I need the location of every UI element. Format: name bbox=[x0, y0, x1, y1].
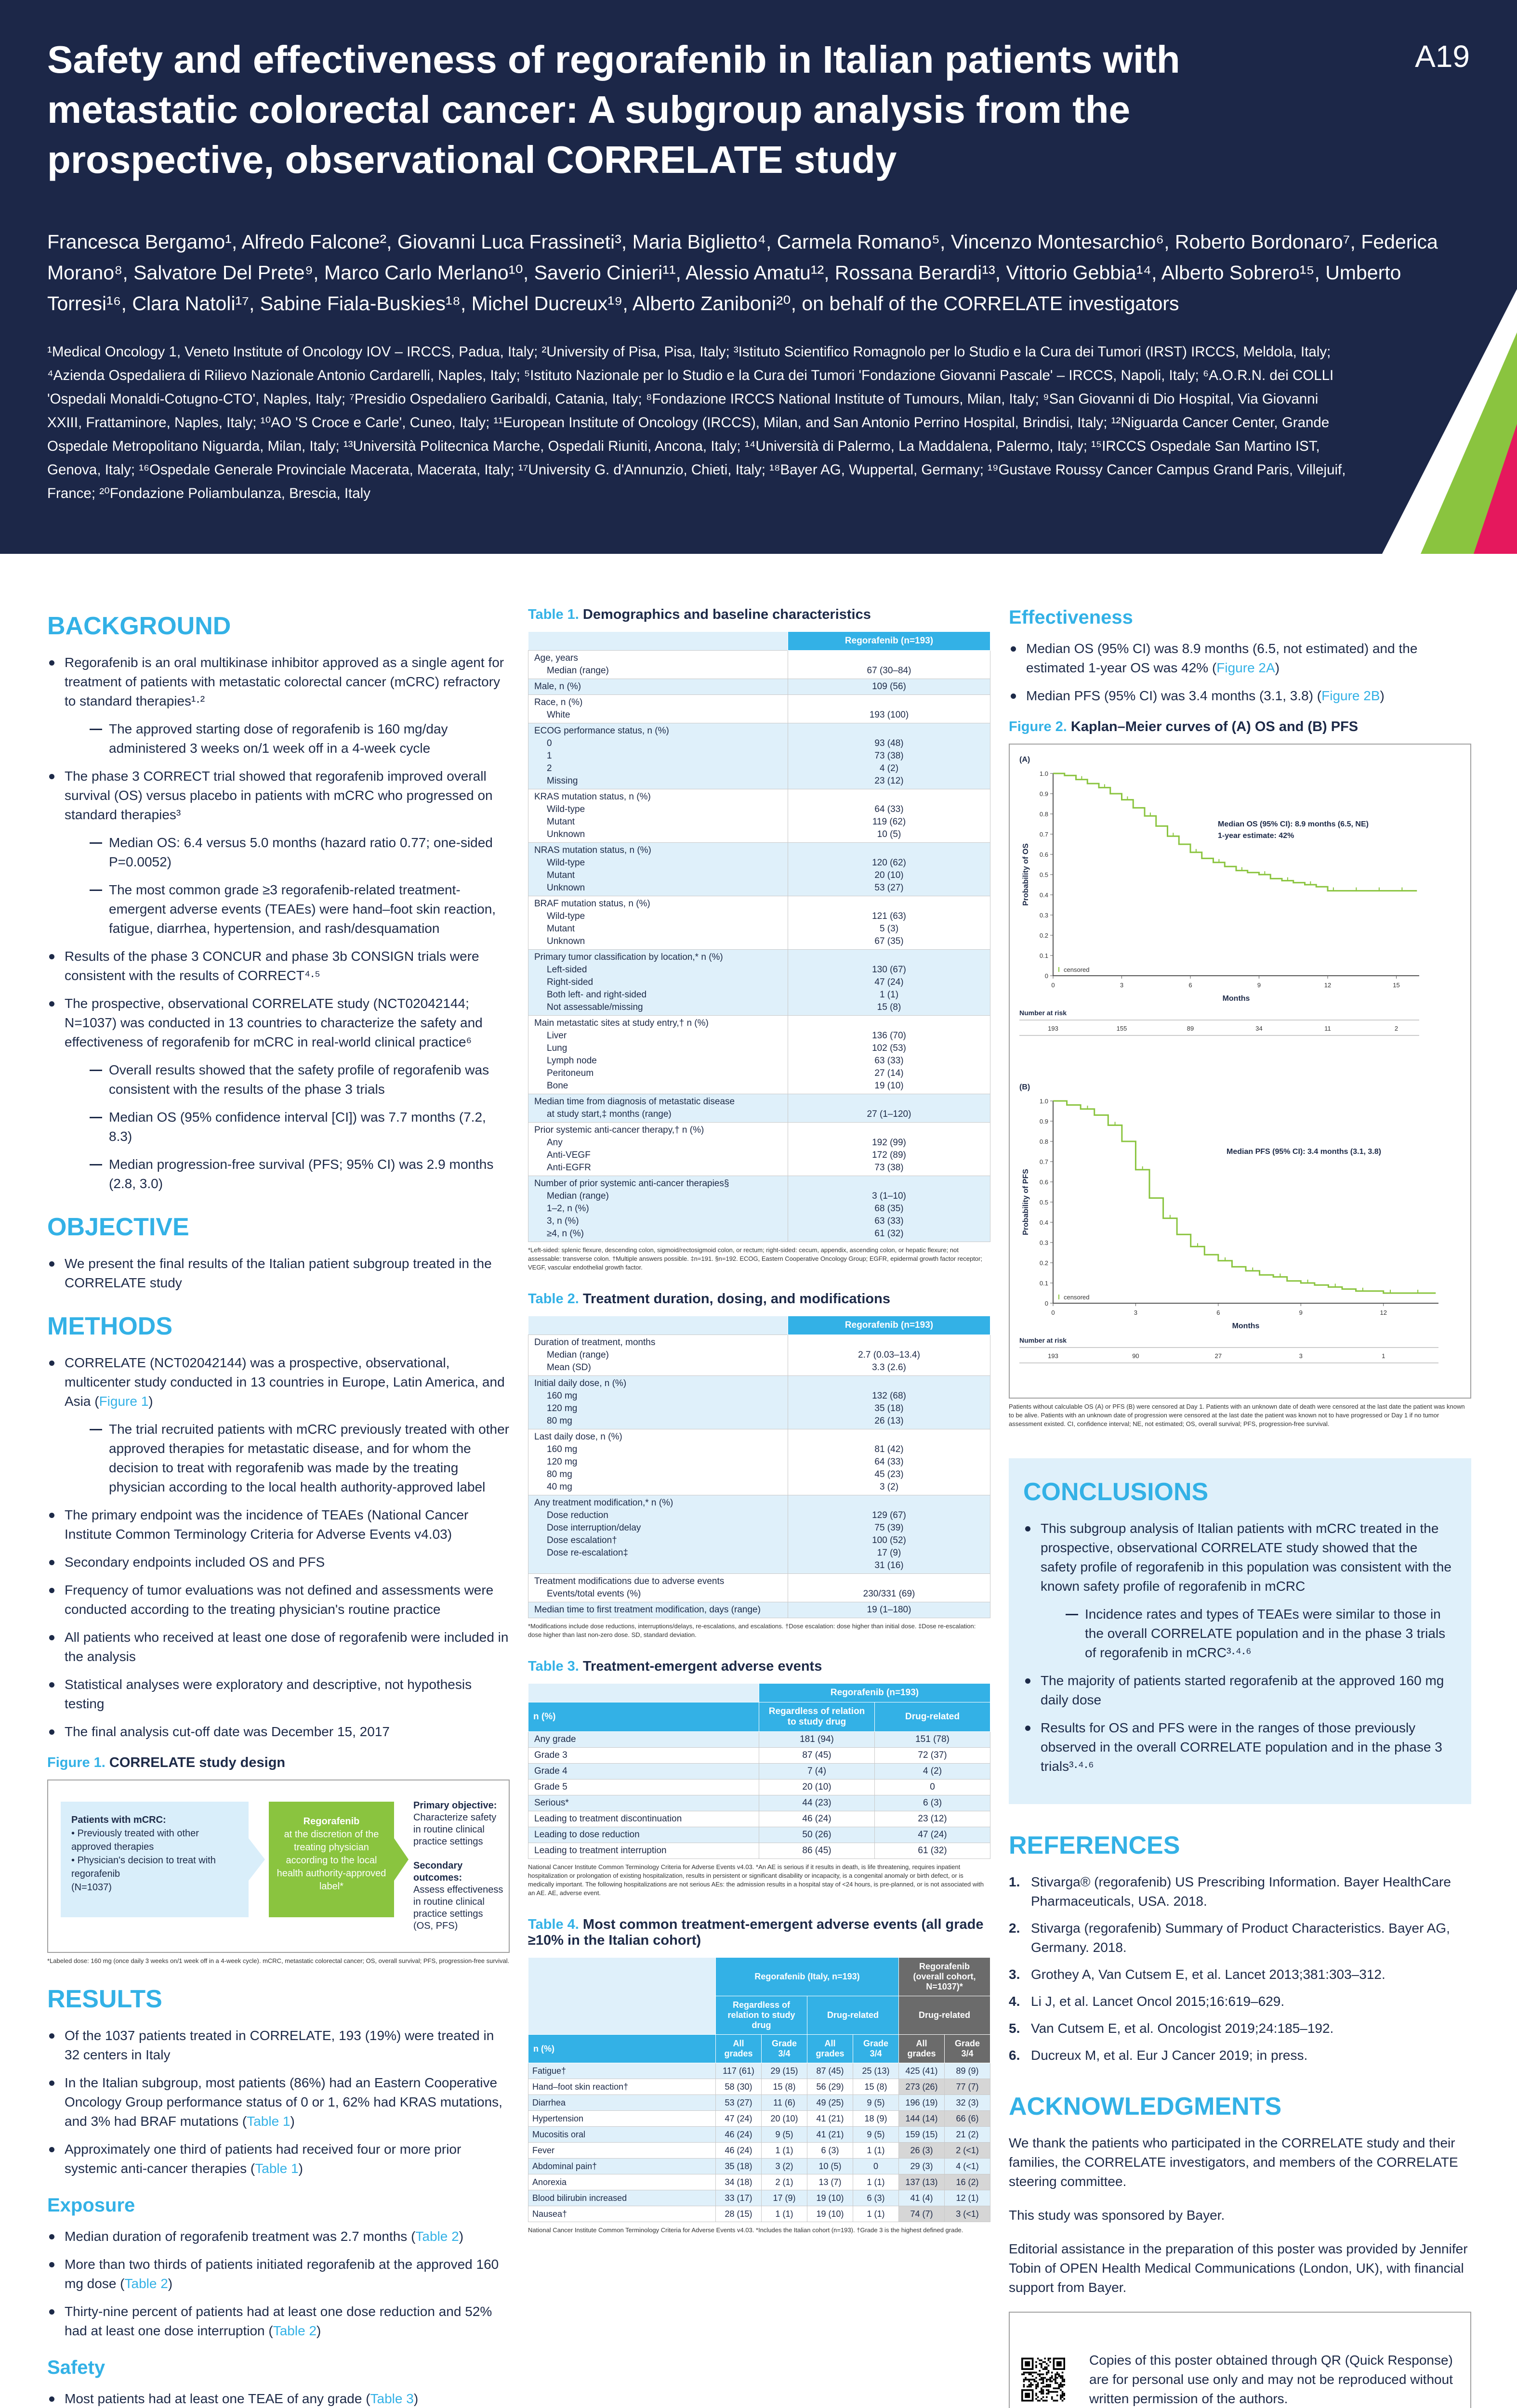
table-4-caption: Table 4. Most common treatment-emergent adverse events (all grade ≥10% in the Italian cohort) bbox=[528, 1917, 984, 1948]
row-label: Last daily dose, n (%) 160 mg 120 mg 80 mg 40 mg bbox=[528, 1429, 788, 1495]
table-row bbox=[528, 1602, 990, 1618]
x-axis-label: Months bbox=[1222, 995, 1250, 1003]
row-label: Main metastatic sites at study entry,† n (%) Liver Lung Lymph node Peritoneum Bone bbox=[528, 1016, 788, 1094]
figure-2-footnote: Patients without calculable OS (A) or PFS (B) were censored at Day 1. Patients with an unknown date of death were censored at the last date the patient was known to be alive. Patients with an unknown date of progression were censored at the last date the patient was known not to have progressed or Day 1 if no tumor assessment existed. CI, confidence interval; NE, not estimated; OS, overall survival; PFS, progression-free survival. bbox=[1009, 1403, 1465, 1427]
km-curve-pfs bbox=[1053, 1101, 1436, 1293]
sponsor-text: This study was sponsored by Bayer. bbox=[1009, 2208, 1225, 2223]
x-tick-label: 9 bbox=[1257, 982, 1261, 989]
risk-value: 1 bbox=[1382, 1352, 1385, 1360]
background-subitem: Median OS (95% confidence interval [CI]) was 7.7 months (7.2, 8.3) bbox=[65, 1108, 510, 1146]
reference-item: 6. Ducreux M, et al. Eur J Cancer 2019; in press. bbox=[1009, 2048, 1308, 2063]
table-2-footnote: *Modifications include dose reductions, interruptions/delays, re-escalations, and escalations. †Dose escalation: dose higher than initial dose. ‡Dose re-escalation: dose higher than last non-zero dose. SD, standard deviation. bbox=[528, 1623, 976, 1638]
panel-label: (A) bbox=[1019, 756, 1030, 764]
km-chart bbox=[1010, 745, 1472, 1400]
background-subitem: Overall results showed that the safety profile of regorafenib was consistent with the results of the phase 3 trials bbox=[65, 1060, 510, 1099]
table-header: n (%) bbox=[528, 2035, 716, 2063]
risk-value: 27 bbox=[1214, 1352, 1222, 1360]
y-tick-label: 0.8 bbox=[1039, 1138, 1048, 1145]
risk-value: 34 bbox=[1255, 1025, 1263, 1032]
demographics-table bbox=[528, 631, 990, 1242]
y-tick-label: 0.7 bbox=[1039, 1158, 1048, 1165]
background-heading: BACKGROUND bbox=[47, 612, 231, 640]
table-row bbox=[528, 896, 990, 950]
table-header: Drug-related bbox=[875, 1702, 990, 1732]
table-header: Drug-related bbox=[807, 1996, 899, 2035]
poster-title: Safety and effectiveness of regorafenib in Italian patients with metastatic colorectal cancer: A subgroup analysis from the prospective, observational CORRELATE study bbox=[47, 38, 1180, 181]
row-label: Hypertension bbox=[528, 2111, 716, 2127]
table-1-footnote: *Left-sided: splenic flexure, descending colon, sigmoid/rectosigmoid colon, or rectum; right-sided: cecum, appendix, ascending colon, or hepatic flexure; not assessable: transverse colon. †Multiple answers possible. ‡n=191. §n=192. ECOG, Eastern Cooperative Oncology Group; EGFR, epidermal growth factor receptor; VEGF, vascular endothelial growth factor. bbox=[528, 1246, 982, 1271]
row-label: Nausea† bbox=[528, 2206, 716, 2222]
y-tick-label: 0.5 bbox=[1039, 1199, 1048, 1206]
y-axis-label: Probability of OS bbox=[1022, 843, 1030, 906]
table-row bbox=[528, 843, 990, 896]
x-tick-label: 3 bbox=[1120, 982, 1124, 989]
risk-value: 193 bbox=[1048, 1352, 1058, 1360]
background-list bbox=[47, 653, 510, 1193]
panel-label: (B) bbox=[1019, 1083, 1030, 1091]
table-row bbox=[528, 723, 990, 789]
row-value: 109 (56) bbox=[788, 679, 990, 695]
x-tick-label: 6 bbox=[1188, 982, 1192, 989]
results-heading: RESULTS bbox=[47, 1985, 162, 2013]
row-value: 136 (70) 102 (53) 63 (33) 27 (14) 19 (10) bbox=[788, 1016, 990, 1094]
common-teae-table: Regorafenib (Italy, n=193) Regorafenib (overall cohort, N=1037)* Regardless of relation to study drug Drug-related Drug-related n (%) All grades Grade 3/4 All grades Grade 3/4 All grades Grade 3/4 Fatigue† 117 (61) 29 (15) 87 (45) 25 (13) 425 (41) 89 (9) Hand–foot skin reaction† 58 (30) 15 (8) 56 (29) 15 (8) 273 (26) 77 (7) Diarrhea 53 (27) 11 (6) 49 (25) 9 (5) 196 (19) 32 (3) Hypertension 47 (24) 20 (10) 41 (21) 18 (9) 144 (14) 66 (6) Mucositis oral 46 (24) 9 (5) 41 (21) 9 (5) 159 (15) 21 (2) Fever 46 (24) 1 (1) 6 (3) 1 (1) 26 (3) 2 (<1) Abdominal pain† 35 (18) 3 (2) 10 (5) 0 29 (3) 4 (<1) Anorexia 34 (18) 2 (1) 13 (7) 1 (1) 137 (13) 16 (2) Blood bilirubin increased 33 (17) 17 (9) 19 (10) 6 (3) 41 (4) 12 (1) Nausea† 28 (15) 1 (1) 19 (10) 1 (1) 74 (7) 3 (<1) bbox=[528, 1957, 990, 2222]
row-label: BRAF mutation status, n (%) Wild-type Mutant Unknown bbox=[528, 896, 788, 950]
figure-2b-link[interactable]: Figure 2B bbox=[1321, 688, 1380, 703]
reference-item: 3. Grothey A, Van Cutsem E, et al. Lancet 2013;381:303–312. bbox=[1009, 1967, 1385, 1982]
table-2-link[interactable]: Table 2 bbox=[124, 2276, 168, 2291]
table-row: Anorexia 34 (18) 2 (1) 13 (7) 1 (1) 137 (13) 16 (2) bbox=[528, 2174, 990, 2190]
table-header: Regorafenib (overall cohort, N=1037)* bbox=[899, 1958, 990, 1996]
table-row bbox=[528, 789, 990, 843]
objectives-box: Primary objective: Characterize safety in routine clinical practice settings Secondary outcomes: Assess effectiveness in routine clinical practice settings (OS, PFS) bbox=[413, 1800, 503, 1931]
legend-label: censored bbox=[1064, 1294, 1090, 1301]
row-label: ECOG performance status, n (%) 0 1 2 Missing bbox=[528, 723, 788, 789]
row-label: Hand–foot skin reaction† bbox=[528, 2079, 716, 2095]
exposure-list bbox=[47, 2227, 510, 2341]
y-tick-label: 0.4 bbox=[1039, 1219, 1048, 1226]
risk-value: 11 bbox=[1324, 1025, 1331, 1032]
table-3-link[interactable]: Table 3 bbox=[370, 2391, 414, 2406]
km-annotation: Median OS (95% CI): 8.9 months (6.5, NE) bbox=[1218, 820, 1369, 828]
table-row: Leading to treatment discontinuation 46 (24) 23 (12) bbox=[528, 1811, 990, 1827]
table-header: Regardless of relation to study drug bbox=[759, 1702, 875, 1732]
y-tick-label: 0.7 bbox=[1039, 831, 1048, 838]
column-right bbox=[1009, 607, 1471, 2408]
methods-item: Statistical analyses were exploratory and descriptive, not hypothesis testing bbox=[47, 1675, 510, 1714]
table-header: Regorafenib (Italy, n=193) bbox=[716, 1958, 899, 1996]
row-label: Abdominal pain† bbox=[528, 2159, 716, 2174]
table-row: Abdominal pain† 35 (18) 3 (2) 10 (5) 0 29 (3) 4 (<1) bbox=[528, 2159, 990, 2174]
x-tick-label: 12 bbox=[1324, 982, 1332, 989]
y-tick-label: 1.0 bbox=[1039, 770, 1048, 777]
table-row bbox=[528, 1123, 990, 1176]
results-item: In the Italian subgroup, most patients (86%) had an Eastern Cooperative Oncology Group performance status of 0 or 1, 62% had KRAS mutations, and 3% had BRAF mutations (Table 1) bbox=[47, 2073, 510, 2131]
table-row bbox=[528, 1016, 990, 1094]
background-item: The prospective, observational CORRELATE study (NCT02042144; N=1037) was conducted in 13 countries to characterize the safety and effectiveness of regorafenib for mCRC in real-world clinical practice⁶ Overall results showed that the safety profile of regorafenib was consistent with the results of the phase 3 trials Median OS (95% confidence interval [CI]) was 7.7 months (7.2, 8.3) Median progression-free survival (PFS; 95% CI) was 2.9 months (2.8, 3.0) bbox=[47, 994, 510, 1193]
row-value: 2.7 (0.03–13.4) 3.3 (2.6) bbox=[788, 1335, 990, 1376]
risk-value: 155 bbox=[1116, 1025, 1127, 1032]
table-header: Regorafenib (n=193) bbox=[788, 632, 990, 651]
reference-item: 4. Li J, et al. Lancet Oncol 2015;16:619–629. bbox=[1009, 1994, 1285, 2009]
study-design-figure bbox=[47, 1780, 510, 1953]
y-tick-label: 0.9 bbox=[1039, 790, 1048, 798]
y-tick-label: 0.3 bbox=[1039, 912, 1048, 919]
table-1-link[interactable]: Table 1 bbox=[247, 2114, 290, 2129]
figure-2a-link[interactable]: Figure 2A bbox=[1216, 660, 1275, 675]
figure-1-link[interactable]: Figure 1 bbox=[99, 1394, 149, 1409]
table-1-link[interactable]: Table 1 bbox=[255, 2161, 299, 2176]
acknowledgments-heading: ACKNOWLEDGMENTS bbox=[1009, 2093, 1282, 2120]
qr-box bbox=[1009, 2312, 1471, 2408]
exposure-item: Median duration of regorafenib treatment was 2.7 months (Table 2) bbox=[47, 2227, 510, 2246]
table-4-footnote: National Cancer Institute Common Terminology Criteria for Adverse Events v4.03. *Includes the Italian cohort (n=193). †Grade 3 is the highest defined grade. bbox=[528, 2226, 963, 2234]
methods-item: CORRELATE (NCT02042144) was a prospective, observational, multicenter study conducted in 13 countries in Europe, Latin America, and Asia (Figure 1) The trial recruited patients with mCRC previously treated with other approved therapies for metastatic disease, and for whom the decision to treat with regorafenib was made by the treating physician according to the local health authority-approved label bbox=[47, 1353, 510, 1497]
row-value: 130 (67) 47 (24) 1 (1) 15 (8) bbox=[788, 950, 990, 1016]
row-value: 193 (100) bbox=[788, 695, 990, 723]
row-label: Grade 3 bbox=[528, 1748, 759, 1764]
effectiveness-item: Median OS (95% CI) was 8.9 months (6.5, not estimated) and the estimated 1-year OS was 42% (Figure 2A) bbox=[1009, 639, 1471, 678]
y-tick-label: 0.1 bbox=[1039, 952, 1048, 959]
table-row: Serious* 44 (23) 6 (3) bbox=[528, 1795, 990, 1811]
methods-item: The primary endpoint was the incidence of TEAEs (National Cancer Institute Common Terminology Criteria for Adverse Events v4.03) bbox=[47, 1505, 510, 1544]
risk-value: 90 bbox=[1132, 1352, 1139, 1360]
x-tick-label: 12 bbox=[1380, 1309, 1387, 1316]
row-label: Serious* bbox=[528, 1795, 759, 1811]
table-row: Fever 46 (24) 1 (1) 6 (3) 1 (1) 26 (3) 2 (<1) bbox=[528, 2143, 990, 2159]
y-tick-label: 0.8 bbox=[1039, 811, 1048, 818]
regorafenib-box: Regorafenib at the discretion of the treating physician according to the local health authority-approved label* bbox=[269, 1802, 394, 1917]
table-3-caption: Table 3. Treatment-emergent adverse events bbox=[528, 1659, 822, 1674]
km-annotation: Median PFS (95% CI): 3.4 months (3.1, 3.8) bbox=[1227, 1148, 1381, 1156]
table-3-footnote: National Cancer Institute Common Terminology Criteria for Adverse Events v4.03. *An AE is serious if it results in death, is life threatening, requires inpatient hospitalization or prolongation of existing hospitalization, results in persistent or significant disability or incapacity, is a congenital anomaly or birth defect, or is medically important. The following hospitalizations are not serious AEs: the admission results in a hospital stay of <24 hours, is pre-planned, or is not associated with an AE. AE, adverse event. bbox=[528, 1863, 984, 1897]
risk-table-label: Number at risk bbox=[1019, 1336, 1067, 1344]
table-header: Regorafenib (n=193) bbox=[759, 1684, 990, 1702]
x-tick-label: 0 bbox=[1051, 982, 1055, 989]
table-row bbox=[528, 1429, 990, 1495]
table-row: Nausea† 28 (15) 1 (1) 19 (10) 1 (1) 74 (7) 3 (<1) bbox=[528, 2206, 990, 2222]
y-tick-label: 0.4 bbox=[1039, 891, 1048, 899]
table-row bbox=[528, 950, 990, 1016]
background-subitem: Median OS: 6.4 versus 5.0 months (hazard ratio 0.77; one-sided P=0.0052) bbox=[65, 833, 510, 872]
figure-2-caption: Figure 2. Kaplan–Meier curves of (A) OS and (B) PFS bbox=[1009, 719, 1359, 734]
row-label: Any treatment modification,* n (%) Dose reduction Dose interruption/delay Dose escalation† Dose re-escalation‡ bbox=[528, 1495, 788, 1574]
row-label: KRAS mutation status, n (%) Wild-type Mutant Unknown bbox=[528, 789, 788, 843]
row-label: Treatment modifications due to adverse events Events/total events (%) bbox=[528, 1574, 788, 1602]
table-row bbox=[528, 651, 990, 679]
methods-heading: METHODS bbox=[47, 1312, 172, 1340]
row-label: Median time to first treatment modification, days (range) bbox=[528, 1602, 788, 1618]
row-label: Mucositis oral bbox=[528, 2127, 716, 2143]
effectiveness-item: Median PFS (95% CI) was 3.4 months (3.1, 3.8) (Figure 2B) bbox=[1009, 686, 1471, 706]
methods-item: Frequency of tumor evaluations was not defined and assessments were conducted according to the treating physician's routine practice bbox=[47, 1581, 510, 1619]
row-label: Blood bilirubin increased bbox=[528, 2190, 716, 2206]
background-item: Results of the phase 3 CONCUR and phase 3b CONSIGN trials were consistent with the results of CORRECT⁴·⁵ bbox=[47, 947, 510, 985]
y-axis-label: Probability of PFS bbox=[1022, 1169, 1030, 1235]
x-tick-label: 0 bbox=[1051, 1309, 1055, 1316]
x-tick-label: 9 bbox=[1299, 1309, 1303, 1316]
safety-list bbox=[47, 2389, 510, 2408]
background-subitem: The most common grade ≥3 regorafenib-related treatment-emergent adverse events (TEAEs) were hand–foot skin reaction, fatigue, diarrhea, hypertension, and rash/desquamation bbox=[65, 880, 510, 938]
row-value: 64 (33) 119 (62) 10 (5) bbox=[788, 789, 990, 843]
affiliation-list: ¹Medical Oncology 1, Veneto Institute of Oncology IOV – IRCCS, Padua, Italy; ²University of Pisa, Pisa, Italy; ³Istituto Scientifico Romagnolo per lo Studio e la Cura dei Tumori (IRST) IRCCS, Meldola, Italy; ⁴Azienda Ospedaliera di Rilievo Nazionale Antonio Cardarelli, Naples, Italy; ⁵Istituto Nazionale per lo Studio e la Cura dei Tumori 'Fondazione Giovanni Pascale' – IRCCS, Napoli, Italy; ⁶A.O.R.N. dei COLLI 'Ospedali Monaldi-Cotugno-CTO', Naples, Italy; ⁷Presidio Ospedaliero Garibaldi, Catania, Italy; ⁸Fondazione IRCCS National Institute of Tumours, Milan, Italy; ⁹San Giovanni di Dio Hospital, Via Giovanni XXIII, Frattaminore, Naples, Italy; ¹⁰AO 'S Croce e Carle', Cuneo, Italy; ¹¹European Institute of Oncology (IRCCS), Milan, and San Antonio Perrino Hospital, Brindisi, Italy; ¹²Niguarda Cancer Center, Grande Ospedale Metropolitano Niguarda, Milan, Italy; ¹³Università Politecnica Marche, Ospedali Riuniti, Ancona, Italy; ¹⁴Università di Palermo, La Maddalena, Palermo, Italy; ¹⁵IRCCS Ospedale San Martino IST, Genova, Italy; ¹⁶Ospedale Generale Provinciale Macerata, Macerata, Italy; ¹⁷University G. d'Annunzio, Chieti, Italy; ¹⁸Bayer AG, Wuppertal, Germany; ¹⁹Gustave Roussy Cancer Campus Grand Paris, Villejuif, France; ²⁰Fondazione Poliambulanza, Brescia, Italy bbox=[47, 344, 1346, 501]
row-value: 67 (30–84) bbox=[788, 651, 990, 679]
reference-item: 5. Van Cutsem E, et al. Oncologist 2019;24:185–192. bbox=[1009, 2021, 1334, 2036]
table-row: Diarrhea 53 (27) 11 (6) 49 (25) 9 (5) 196 (19) 32 (3) bbox=[528, 2095, 990, 2111]
table-header: Drug-related bbox=[899, 1996, 990, 2035]
arrow-right-icon bbox=[394, 1838, 409, 1881]
row-value: 121 (63) 5 (3) 67 (35) bbox=[788, 896, 990, 950]
x-tick-label: 3 bbox=[1134, 1309, 1138, 1316]
acknowledgments-text: We thank the patients who participated in the CORRELATE study and their families, the CORRELATE investigators, and members of the CORRELATE steering committee. bbox=[1009, 2135, 1458, 2189]
table-row: Hand–foot skin reaction† 58 (30) 15 (8) 56 (29) 15 (8) 273 (26) 77 (7) bbox=[528, 2079, 990, 2095]
column-left bbox=[47, 607, 510, 2408]
table-header: Regardless of relation to study drug bbox=[716, 1996, 807, 2035]
row-value: 27 (1–120) bbox=[788, 1094, 990, 1123]
treatment-table bbox=[528, 1316, 990, 1618]
methods-item: The final analysis cut-off date was December 15, 2017 bbox=[47, 1722, 510, 1741]
y-tick-label: 0.6 bbox=[1039, 1178, 1048, 1186]
results-item: Of the 1037 patients treated in CORRELATE, 193 (19%) were treated in 32 centers in Italy bbox=[47, 2026, 510, 2065]
results-item: Approximately one third of patients had received four or more prior systemic anti-cancer therapies (Table 1) bbox=[47, 2140, 510, 2178]
y-tick-label: 0.6 bbox=[1039, 851, 1048, 858]
conclusions-heading: CONCLUSIONS bbox=[1023, 1478, 1209, 1506]
exposure-heading: Exposure bbox=[47, 2195, 135, 2216]
table-2-link[interactable]: Table 2 bbox=[273, 2323, 317, 2338]
effectiveness-list bbox=[1009, 639, 1471, 706]
conclusions-box bbox=[1009, 1458, 1471, 1804]
methods-list bbox=[47, 1353, 510, 1741]
row-value: 230/331 (69) bbox=[788, 1574, 990, 1602]
table-row bbox=[528, 1176, 990, 1242]
objective-item: We present the final results of the Italian patient subgroup treated in the CORRELATE study bbox=[47, 1254, 510, 1293]
table-header: n (%) bbox=[528, 1702, 759, 1732]
x-tick-label: 15 bbox=[1393, 982, 1400, 989]
row-label: Leading to treatment discontinuation bbox=[528, 1811, 759, 1827]
table-row bbox=[528, 1094, 990, 1123]
risk-value: 3 bbox=[1299, 1352, 1303, 1360]
row-label: Anorexia bbox=[528, 2174, 716, 2190]
row-value: 120 (62) 20 (10) 53 (27) bbox=[788, 843, 990, 896]
row-value: 192 (99) 172 (89) 73 (38) bbox=[788, 1123, 990, 1176]
row-label: Age, years Median (range) bbox=[528, 651, 788, 679]
y-tick-label: 0.9 bbox=[1039, 1118, 1048, 1125]
table-row: Fatigue† 117 (61) 29 (15) 87 (45) 25 (13) 425 (41) 89 (9) bbox=[528, 2063, 990, 2079]
table-row: Leading to dose reduction 50 (26) 47 (24) bbox=[528, 1827, 990, 1843]
references-list bbox=[1009, 1872, 1471, 2065]
column-middle bbox=[528, 607, 990, 2235]
reference-item: 1. Stivarga® (regorafenib) US Prescribing Information. Bayer HealthCare Pharmaceuticals, USA. 2018. bbox=[1009, 1874, 1451, 1909]
table-row: Grade 3 87 (45) 72 (37) bbox=[528, 1748, 990, 1764]
conclusions-item: Results for OS and PFS were in the ranges of those previously observed in the overall CORRELATE population and in the phase 3 trials³·⁴·⁶ bbox=[1023, 1718, 1454, 1776]
row-label: Median time from diagnosis of metastatic disease at study start,‡ months (range) bbox=[528, 1094, 788, 1123]
effectiveness-heading: Effectiveness bbox=[1009, 607, 1133, 628]
qr-code-icon[interactable] bbox=[1021, 2324, 1065, 2408]
row-value: 19 (1–180) bbox=[788, 1602, 990, 1618]
exposure-item: Thirty-nine percent of patients had at least one dose reduction and 52% had at least one dose interruption (Table 2) bbox=[47, 2302, 510, 2341]
methods-item: All patients who received at least one dose of regorafenib were included in the analysis bbox=[47, 1628, 510, 1666]
patients-box: Patients with mCRC: • Previously treated with other approved therapies • Physician's decision to treat with regorafenib (N=1037) bbox=[61, 1802, 249, 1917]
results-list bbox=[47, 2026, 510, 2178]
y-tick-label: 0.1 bbox=[1039, 1280, 1048, 1287]
table-row: Leading to treatment interruption 86 (45) 61 (32) bbox=[528, 1843, 990, 1859]
table-2-caption: Table 2. Treatment duration, dosing, and modifications bbox=[528, 1291, 890, 1307]
table-row bbox=[528, 695, 990, 723]
objective-list bbox=[47, 1254, 510, 1293]
y-tick-label: 0.3 bbox=[1039, 1239, 1048, 1246]
risk-value: 2 bbox=[1394, 1025, 1398, 1032]
background-subitem: Median progression-free survival (PFS; 95% CI) was 2.9 months (2.8, 3.0) bbox=[65, 1155, 510, 1193]
table-row bbox=[528, 1574, 990, 1602]
y-tick-label: 0.2 bbox=[1039, 1259, 1048, 1267]
row-label: Race, n (%) White bbox=[528, 695, 788, 723]
safety-heading: Safety bbox=[47, 2357, 106, 2378]
row-label: Grade 4 bbox=[528, 1764, 759, 1780]
km-figure bbox=[1009, 744, 1471, 1399]
table-row: Mucositis oral 46 (24) 9 (5) 41 (21) 9 (5) 159 (15) 21 (2) bbox=[528, 2127, 990, 2143]
methods-item: Secondary endpoints included OS and PFS bbox=[47, 1553, 510, 1572]
row-label: Prior systemic anti-cancer therapy,† n (%) Any Anti-VEGF Anti-EGFR bbox=[528, 1123, 788, 1176]
km-annotation: 1-year estimate: 42% bbox=[1218, 832, 1294, 840]
risk-table-label: Number at risk bbox=[1019, 1009, 1067, 1017]
table-row: Grade 5 20 (10) 0 bbox=[528, 1780, 990, 1795]
teae-table bbox=[528, 1683, 990, 1859]
row-label: Number of prior systemic anti-cancer therapies§ Median (range) 1–2, n (%) 3, n (%) ≥4, n (%) bbox=[528, 1176, 788, 1242]
row-label: Primary tumor classification by location,* n (%) Left-sided Right-sided Both left- and right-sided Not assessable/missing bbox=[528, 950, 788, 1016]
references-heading: REFERENCES bbox=[1009, 1832, 1180, 1859]
x-tick-label: 6 bbox=[1216, 1309, 1220, 1316]
table-row bbox=[528, 1335, 990, 1376]
row-label: Grade 5 bbox=[528, 1780, 759, 1795]
row-label: Fever bbox=[528, 2143, 716, 2159]
table-row: Blood bilirubin increased 33 (17) 17 (9) 19 (10) 6 (3) 41 (4) 12 (1) bbox=[528, 2190, 990, 2206]
poster-id: A19 bbox=[1415, 39, 1470, 74]
author-list: Francesca Bergamo¹, Alfredo Falcone², Giovanni Luca Frassineti³, Maria Biglietto⁴, Carmela Romano⁵, Vincenzo Montesarchio⁶, Roberto Bordonaro⁷, Federica Morano⁸, Salvatore Del Prete⁹, Marco Carlo Merlano¹⁰, Saverio Cinieri¹¹, Alessio Amatu¹², Rossana Berardi¹³, Vittorio Gebbia¹⁴, Alberto Sobrero¹⁵, Umberto Torresi¹⁶, Clara Natoli¹⁷, Sabine Fiala-Buskies¹⁸, Michel Ducreux¹⁹, Alberto Zaniboni²⁰, on behalf of the CORRELATE investigators bbox=[47, 231, 1438, 314]
row-label: Initial daily dose, n (%) 160 mg 120 mg 80 mg bbox=[528, 1376, 788, 1429]
table-row bbox=[528, 1376, 990, 1429]
reference-item: 2. Stivarga (regorafenib) Summary of Product Characteristics. Bayer AG, Germany. 2018. bbox=[1009, 1921, 1450, 1955]
arrow-right-icon bbox=[249, 1838, 265, 1881]
objective-heading: OBJECTIVE bbox=[47, 1213, 189, 1241]
conclusions-item: This subgroup analysis of Italian patients with mCRC treated in the prospective, observational CORRELATE study showed that the safety profile of regorafenib in this population was consistent with the known safety profile of regorafenib in mCRC Incidence rates and types of TEAEs were similar to those in the overall CORRELATE population and in the phase 3 trials of regorafenib in mCRC³·⁴·⁶ bbox=[1023, 1519, 1454, 1662]
table-row bbox=[528, 679, 990, 695]
figure-1-footnote: *Labeled dose: 160 mg (once daily 3 weeks on/1 week off in a 4-week cycle). mCRC, metastatic colorectal cancer; OS, overall survival; PFS, progression-free survival. bbox=[47, 1957, 510, 1964]
row-value: 129 (67) 75 (39) 100 (52) 17 (9) 31 (16) bbox=[788, 1495, 990, 1574]
conclusions-item: The majority of patients started regorafenib at the approved 160 mg daily dose bbox=[1023, 1671, 1454, 1710]
legend-label: censored bbox=[1064, 966, 1090, 973]
y-tick-label: 0 bbox=[1044, 1300, 1048, 1307]
x-axis-label: Months bbox=[1232, 1322, 1260, 1330]
table-2-link[interactable]: Table 2 bbox=[415, 2229, 459, 2244]
y-tick-label: 0.5 bbox=[1039, 871, 1048, 878]
y-tick-label: 1.0 bbox=[1039, 1098, 1048, 1105]
table-row: Any grade 181 (94) 151 (78) bbox=[528, 1732, 990, 1748]
conclusions-list bbox=[1023, 1519, 1454, 1776]
row-label: Leading to dose reduction bbox=[528, 1827, 759, 1843]
row-label: Leading to treatment interruption bbox=[528, 1843, 759, 1859]
table-row: Hypertension 47 (24) 20 (10) 41 (21) 18 (9) 144 (14) 66 (6) bbox=[528, 2111, 990, 2127]
methods-subitem: The trial recruited patients with mCRC previously treated with other approved therapies for metastatic disease, and for whom the decision to treat with regorafenib was made by the treating physician according to the local health authority-approved label bbox=[65, 1420, 510, 1497]
background-item: The phase 3 CORRECT trial showed that regorafenib improved overall survival (OS) versus placebo in patients with mCRC who progressed on standard therapies³ Median OS: 6.4 versus 5.0 months (hazard ratio 0.77; one-sided P=0.0052) The most common grade ≥3 regorafenib-related treatment-emergent adverse events (TEAEs) were hand–foot skin reaction, fatigue, diarrhea, hypertension, and rash/desquamation bbox=[47, 767, 510, 938]
table-1-caption: Table 1. Demographics and baseline characteristics bbox=[528, 607, 871, 622]
editorial-text: Editorial assistance in the preparation of this poster was provided by Jennifer Tobin of OPEN Health Medical Communications (London, UK), with financial support from Bayer. bbox=[1009, 2241, 1468, 2295]
y-tick-label: 0 bbox=[1044, 972, 1048, 980]
poster-header bbox=[0, 0, 1517, 554]
risk-value: 89 bbox=[1187, 1025, 1194, 1032]
background-subitem: The approved starting dose of regorafenib is 160 mg/day administered 3 weeks on/1 week off in a 4-week cycle bbox=[65, 720, 510, 758]
table-row bbox=[528, 1495, 990, 1574]
row-label: Male, n (%) bbox=[528, 679, 788, 695]
row-label: Any grade bbox=[528, 1732, 759, 1748]
safety-item: Most patients had at least one TEAE of any grade (Table 3) bbox=[47, 2389, 510, 2408]
y-tick-label: 0.2 bbox=[1039, 932, 1048, 939]
row-label: Duration of treatment, months Median (range) Mean (SD) bbox=[528, 1335, 788, 1376]
row-value: 81 (42) 64 (33) 45 (23) 3 (2) bbox=[788, 1429, 990, 1495]
row-value: 132 (68) 35 (18) 26 (13) bbox=[788, 1376, 990, 1429]
row-value: 93 (48) 73 (38) 4 (2) 23 (12) bbox=[788, 723, 990, 789]
background-item: Regorafenib is an oral multikinase inhibitor approved as a single agent for treatment of patients with metastatic colorectal cancer (mCRC) refractory to standard therapies¹·² The approved starting dose of regorafenib is 160 mg/day administered 3 weeks on/1 week off in a 4-week cycle bbox=[47, 653, 510, 758]
risk-value: 193 bbox=[1048, 1025, 1058, 1032]
qr-notice: Copies of this poster obtained through QR (Quick Response) are for personal use only and may not be reproduced without written permission of the authors. bbox=[1089, 2353, 1453, 2406]
exposure-item: More than two thirds of patients initiated regorafenib at the approved 160 mg dose (Table 2) bbox=[47, 2255, 510, 2293]
row-label: Fatigue† bbox=[528, 2063, 716, 2079]
figure-1-caption: Figure 1. CORRELATE study design bbox=[47, 1755, 286, 1770]
table-header: Regorafenib (n=193) bbox=[788, 1316, 990, 1335]
table-row: Grade 4 7 (4) 4 (2) bbox=[528, 1764, 990, 1780]
row-label: Diarrhea bbox=[528, 2095, 716, 2111]
conclusions-subitem: Incidence rates and types of TEAEs were similar to those in the overall CORRELATE population and in the phase 3 trials of regorafenib in mCRC³·⁴·⁶ bbox=[1041, 1605, 1454, 1662]
row-label: NRAS mutation status, n (%) Wild-type Mutant Unknown bbox=[528, 843, 788, 896]
row-value: 3 (1–10) 68 (35) 63 (33) 61 (32) bbox=[788, 1176, 990, 1242]
